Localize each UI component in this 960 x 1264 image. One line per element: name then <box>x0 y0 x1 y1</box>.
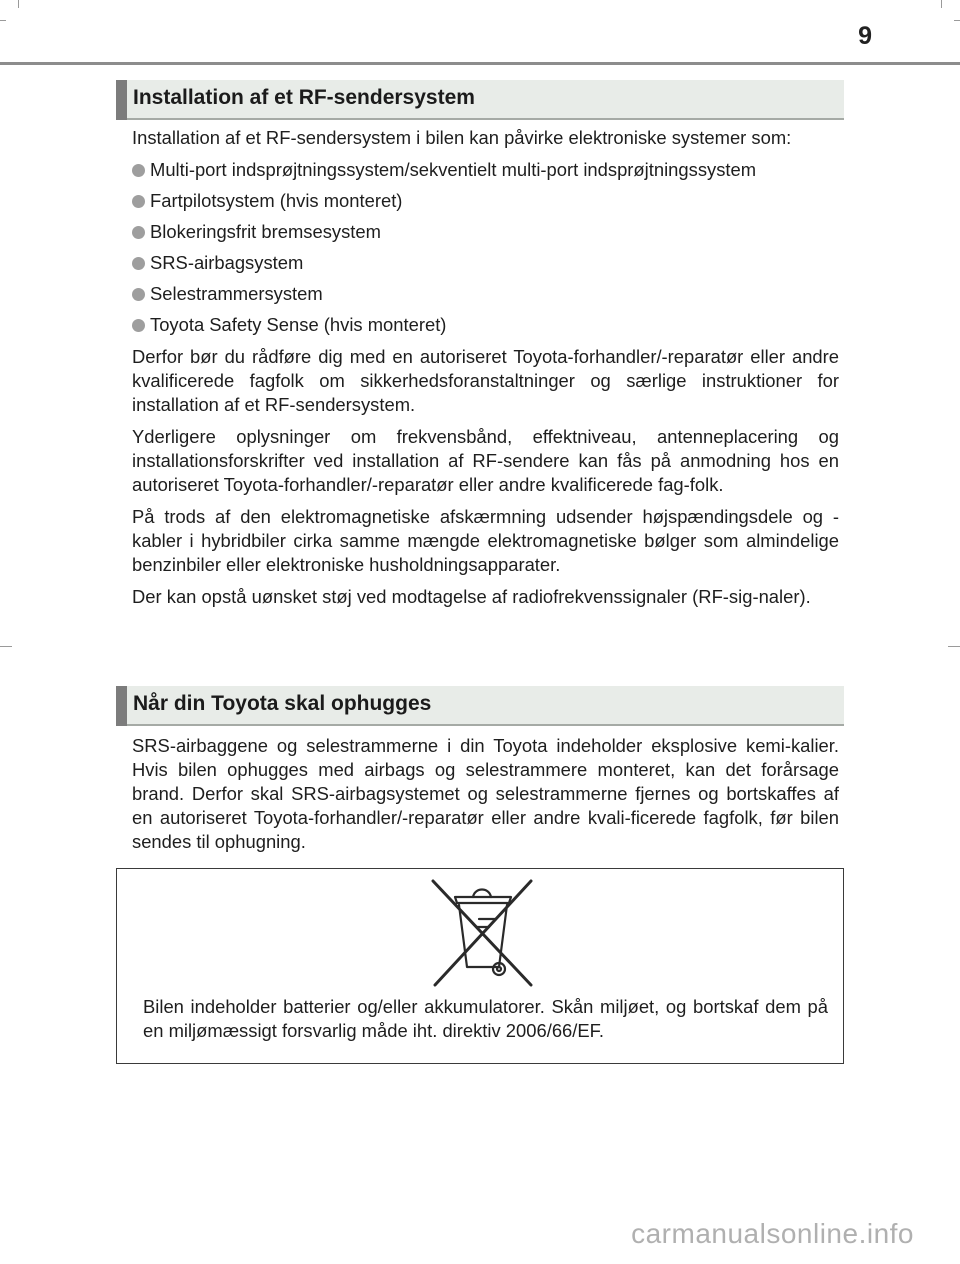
bullet-icon <box>132 164 145 177</box>
list-item-text: Blokeringsfrit bremsesystem <box>150 221 381 242</box>
section-title: Installation af et RF-sendersystem <box>133 86 475 109</box>
list-item-text: SRS-airbagsystem <box>150 252 304 273</box>
crop-mark <box>0 646 12 647</box>
bullet-icon <box>132 288 145 301</box>
crop-mark <box>948 646 960 647</box>
page-number: 9 <box>858 22 872 50</box>
crossed-out-wheelie-bin-icon <box>427 875 537 987</box>
heading-accent-bar <box>116 80 127 120</box>
section-title: Når din Toyota skal ophugges <box>133 692 432 715</box>
list-item-text: Selestrammersystem <box>150 283 323 304</box>
bullet-icon <box>132 226 145 239</box>
list-item <box>132 158 839 182</box>
shielding-paragraph: På trods af den elektromagnetiske afskærmning udsender højspændingsdele og -kabler i hybridbiler cirka samme mængde elektromagnetiske bølger som almindelige benzinbiler eller elektroniske husholdningsapparater. <box>132 506 839 575</box>
list-item <box>132 220 839 244</box>
list-item <box>132 251 839 275</box>
list-item-text: Toyota Safety Sense (hvis monteret) <box>150 314 447 335</box>
list-item <box>132 313 839 337</box>
section-heading-rf <box>116 80 844 120</box>
list-item-text: Fartpilotsystem (hvis monteret) <box>150 190 403 211</box>
list-item-text: Multi-port indsprøjtningssystem/sekventielt multi-port indsprøjtningssystem <box>150 159 757 180</box>
notice-text: Bilen indeholder batterier og/eller akkumulatorer. Skån miljøet, og bortskaf dem på en miljømæssigt forsvarlig måde iht. direktiv 2006/66/EF. <box>143 996 828 1041</box>
bullet-icon <box>132 257 145 270</box>
crop-mark <box>0 20 6 21</box>
watermark: carmanualsonline.info <box>631 1218 914 1249</box>
intro-paragraph: Installation af et RF-sendersystem i bilen kan påvirke elektroniske systemer som: <box>132 127 792 148</box>
section-body-scrapping <box>132 734 839 862</box>
crop-mark <box>954 20 960 21</box>
bullet-icon <box>132 319 145 332</box>
advice-paragraph: Derfor bør du rådføre dig med en autoriseret Toyota-forhandler/-reparatør eller andre kvalificerede fagfolk om sikkerhedsforanstaltninger og særlige instruktioner for installation af et RF-sendersystem. <box>132 346 839 415</box>
noise-paragraph: Der kan opstå uønsket støj ved modtagelse af radiofrekvenssignaler (RF-sig-naler). <box>132 586 811 607</box>
bullet-icon <box>132 195 145 208</box>
list-item <box>132 189 839 213</box>
section-body-rf <box>132 126 839 617</box>
section-heading-scrapping <box>116 686 844 726</box>
crop-mark <box>18 0 19 8</box>
scrapping-paragraph: SRS-airbaggene og selestrammerne i din Toyota indeholder eksplosive kemi-kalier. Hvis bilen ophugges med airbags og selestrammere monteret, kan det forårsage brand. Derfor skal SRS-airbagsystemet og selestrammerne fjernes og bortskaffes af en autoriseret Toyota-forhandler/-reparatør eller andre kvali-ficerede fagfolk, før bilen sendes til ophugning. <box>132 735 839 852</box>
header-rule <box>0 62 960 65</box>
info-paragraph: Yderligere oplysninger om frekvensbånd, effektniveau, antenneplacering og installationsforskrifter ved installation af RF-sendere kan fås på anmodning hos en autoriseret Toyota-forhandler/-reparatør eller andre kvalificerede fag-folk. <box>132 426 839 495</box>
battery-disposal-notice <box>116 868 844 1064</box>
crop-mark <box>941 0 942 8</box>
heading-accent-bar <box>116 686 127 726</box>
affected-systems-list <box>132 158 839 337</box>
list-item <box>132 282 839 306</box>
